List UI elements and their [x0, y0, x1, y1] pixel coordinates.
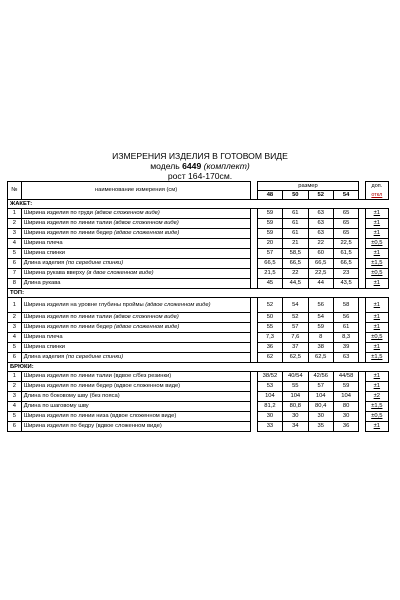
tolerance-value: ±1: [365, 229, 388, 239]
measurement-note: (вдвое сложенном виде): [113, 314, 179, 321]
row-number: 1: [8, 372, 22, 382]
measurement-name: [21, 402, 251, 412]
measurement-name: [21, 239, 251, 249]
row-number: 4: [8, 402, 22, 412]
size-value: 36: [333, 422, 358, 432]
size-value: 20: [257, 239, 282, 249]
size-value: 30: [333, 412, 358, 422]
size-value: 44,5: [283, 279, 308, 289]
size-value: 80,4: [308, 402, 333, 412]
row-number: 4: [8, 239, 22, 249]
size-value: 52: [283, 313, 308, 323]
tolerance-value: ±1: [365, 209, 388, 219]
tolerance-value: ±0,5: [365, 333, 388, 343]
size-value: 81,2: [257, 402, 282, 412]
measurement-name: [21, 343, 251, 353]
size-value: 104: [283, 392, 308, 402]
measurement-note: (вдвое сложенном виде): [113, 220, 179, 227]
section-title: ТОП:: [8, 289, 389, 298]
measurement-label: Длина изделия: [23, 354, 65, 361]
measurement-name: [21, 353, 251, 363]
row-number: 3: [8, 229, 22, 239]
row-number: 5: [8, 249, 22, 259]
size-value: 62: [257, 353, 282, 363]
tolerance-value: ±1,5: [365, 259, 388, 269]
measurement-label: Ширина изделия по линии талии: [23, 220, 112, 227]
size-value: 65: [333, 229, 358, 239]
header-dop: доп.: [365, 182, 388, 191]
size-value: 30: [308, 412, 333, 422]
measurement-name: [21, 412, 251, 422]
tolerance-value: ±2: [365, 392, 388, 402]
measurement-name: [21, 219, 251, 229]
tolerance-value: ±1: [365, 343, 388, 353]
measurement-name: [21, 279, 251, 289]
size-value: 62,5: [308, 353, 333, 363]
size-value: 36: [257, 343, 282, 353]
size-value: 23: [333, 269, 358, 279]
measurement-note: (по середине спинки): [65, 260, 124, 267]
table-row: [8, 239, 389, 249]
table-row: [8, 269, 389, 279]
tolerance-value: ±1: [365, 219, 388, 229]
size-value: 56: [333, 313, 358, 323]
row-number: 6: [8, 353, 22, 363]
tolerance-value: ±1: [365, 422, 388, 432]
measurement-label: Длина по шаговому шву: [23, 403, 89, 410]
size-value: 34: [283, 422, 308, 432]
table-row: [8, 392, 389, 402]
table-row: [8, 333, 389, 343]
measurement-name: [21, 259, 251, 269]
size-value: 22,5: [333, 239, 358, 249]
tolerance-value: ±0,5: [365, 269, 388, 279]
size-value: 52: [257, 298, 282, 313]
measurement-label: Ширина изделия по бедру (вдвое сложенном виде): [23, 423, 162, 430]
size-value: 30: [283, 412, 308, 422]
size-value: 57: [257, 249, 282, 259]
table-row: [8, 209, 389, 219]
tolerance-value: ±1: [365, 372, 388, 382]
header-number: №: [8, 182, 22, 200]
row-number: 8: [8, 279, 22, 289]
measurement-label: Ширина изделия по линии талии (вдвое с/без резинки): [23, 373, 172, 380]
size-value: 104: [308, 392, 333, 402]
measurement-label: Ширина спинки: [23, 250, 66, 257]
size-value: 7,3: [257, 333, 282, 343]
measurement-name: [21, 209, 251, 219]
row-number: 2: [8, 382, 22, 392]
size-value: 7,6: [283, 333, 308, 343]
measurement-name: [21, 382, 251, 392]
table-body: [8, 182, 389, 432]
size-value: 8: [308, 333, 333, 343]
tolerance-value: ±1,5: [365, 353, 388, 363]
measurement-label: Ширина плеча: [23, 240, 63, 247]
measurement-note: (вдвое сложенном виде): [145, 301, 211, 308]
measurement-label: Ширина изделия по линии бедер: [23, 324, 113, 331]
header-size: размер: [257, 182, 359, 191]
section-title: ЖАКЕТ:: [8, 200, 389, 209]
measurement-label: Ширина изделия на уровне глубины проймы: [23, 301, 144, 308]
size-value: 63: [308, 229, 333, 239]
header-size-54: 54: [333, 191, 358, 200]
tolerance-value: ±1: [365, 279, 388, 289]
size-value: 104: [257, 392, 282, 402]
row-number: 5: [8, 343, 22, 353]
measurement-name: [21, 372, 251, 382]
row-number: 2: [8, 313, 22, 323]
measurement-note: (вдвое сложенном виде): [114, 324, 180, 331]
table-row: [8, 323, 389, 333]
size-value: 66,5: [257, 259, 282, 269]
measurement-name: [21, 392, 251, 402]
size-value: 61: [283, 229, 308, 239]
size-value: 59: [308, 323, 333, 333]
section-header: [8, 200, 389, 209]
size-value: 44/58: [333, 372, 358, 382]
size-value: 63: [308, 219, 333, 229]
measurement-name: [21, 422, 251, 432]
size-value: 104: [333, 392, 358, 402]
table-row: [8, 402, 389, 412]
size-value: 66,5: [283, 259, 308, 269]
table-row: [8, 353, 389, 363]
measurement-label: Длина рукава: [23, 280, 61, 287]
size-value: 50: [257, 313, 282, 323]
table-row: [8, 229, 389, 239]
size-value: 58,5: [283, 249, 308, 259]
row-number: 3: [8, 323, 22, 333]
table-row: [8, 372, 389, 382]
size-value: 54: [308, 313, 333, 323]
size-value: 62,5: [283, 353, 308, 363]
size-value: 80: [333, 402, 358, 412]
measurement-label: Длина по боковому шву (без пояса): [23, 393, 120, 400]
size-value: 61: [333, 323, 358, 333]
header-size-48: 48: [257, 191, 282, 200]
table-row: [8, 422, 389, 432]
size-value: 43,5: [333, 279, 358, 289]
size-value: 59: [257, 229, 282, 239]
table-row: [8, 249, 389, 259]
size-value: 60: [308, 249, 333, 259]
row-number: 2: [8, 219, 22, 229]
document-title: ИЗМЕРЕНИЯ ИЗДЕЛИЯ В ГОТОВОМ ВИДЕ: [112, 151, 288, 161]
size-value: 63: [333, 353, 358, 363]
size-value: 54: [283, 298, 308, 313]
section-title: БРЮКИ:: [8, 363, 389, 372]
row-number: 6: [8, 259, 22, 269]
size-value: 21: [283, 239, 308, 249]
size-value: 57: [283, 323, 308, 333]
size-value: 55: [257, 323, 282, 333]
row-number: 4: [8, 333, 22, 343]
header-tolerance-label: откл: [371, 191, 383, 198]
size-value: 42/56: [308, 372, 333, 382]
size-value: 66,5: [333, 259, 358, 269]
tolerance-value: ±1: [365, 313, 388, 323]
table-row: [8, 219, 389, 229]
size-value: 33: [257, 422, 282, 432]
header-tolerance: [365, 191, 388, 200]
table-row: [8, 313, 389, 323]
size-value: 61: [283, 219, 308, 229]
measurement-name: [21, 269, 251, 279]
measurement-note: (вдвое сложенном виде): [94, 210, 160, 217]
table-row: [8, 279, 389, 289]
measurement-label: Ширина спинки: [23, 344, 66, 351]
size-value: 35: [308, 422, 333, 432]
size-value: 59: [333, 382, 358, 392]
tolerance-value: ±0,5: [365, 412, 388, 422]
tolerance-value: ±1: [365, 249, 388, 259]
table-row: [8, 259, 389, 269]
measurement-note: (вдвое сложенном виде): [114, 230, 180, 237]
size-value: 38/52: [257, 372, 282, 382]
header-name: наименование измерения (см): [21, 182, 251, 200]
size-value: 58: [333, 298, 358, 313]
measurement-label: Ширина рукава вверху: [23, 270, 85, 277]
measurement-name: [21, 249, 251, 259]
tolerance-value: ±1: [365, 323, 388, 333]
header-size-52: 52: [308, 191, 333, 200]
measurement-label: Длина изделия: [23, 260, 65, 267]
header-size-50: 50: [283, 191, 308, 200]
size-value: 53: [257, 382, 282, 392]
model-number: 6449: [182, 161, 202, 171]
model-line: [0, 161, 400, 171]
table-row: [8, 412, 389, 422]
measurement-label: Ширина изделия по линии талии: [23, 314, 112, 321]
size-value: 40/54: [283, 372, 308, 382]
model-suffix: (комплект): [203, 161, 250, 171]
size-value: 38: [308, 343, 333, 353]
table-row: [8, 382, 389, 392]
row-number: 3: [8, 392, 22, 402]
size-value: 63: [308, 209, 333, 219]
measurement-label: Ширина изделия по груди: [23, 210, 93, 217]
size-value: 45: [257, 279, 282, 289]
measurement-name: [21, 323, 251, 333]
measurement-note: (в двое сложенном виде): [86, 270, 154, 277]
tolerance-value: ±1: [365, 298, 388, 313]
row-number: 1: [8, 298, 22, 313]
measurement-table: [7, 181, 389, 432]
section-header: [8, 363, 389, 372]
document-header: [0, 151, 400, 181]
size-value: 61: [283, 209, 308, 219]
size-value: 44: [308, 279, 333, 289]
tolerance-value: ±1,5: [365, 402, 388, 412]
row-number: 6: [8, 422, 22, 432]
size-value: 55: [283, 382, 308, 392]
header-row-1: [8, 182, 389, 191]
size-value: 56: [308, 298, 333, 313]
size-value: 39: [333, 343, 358, 353]
measurement-label: Ширина изделия по линии бедер (вдвое сложенном виде): [23, 383, 181, 390]
size-value: 80,8: [283, 402, 308, 412]
model-prefix: модель: [150, 161, 180, 171]
measurement-label: Ширина изделия по линии бедер: [23, 230, 113, 237]
measurement-label: Ширина плеча: [23, 334, 63, 341]
size-value: 59: [257, 219, 282, 229]
size-value: 59: [257, 209, 282, 219]
size-value: 8,3: [333, 333, 358, 343]
size-value: 37: [283, 343, 308, 353]
size-value: 21,5: [257, 269, 282, 279]
tolerance-value: ±1: [365, 382, 388, 392]
measurement-note: (по середине спинки): [65, 354, 124, 361]
table-row: [8, 343, 389, 353]
table-row: [8, 298, 389, 313]
measurement-name: [21, 333, 251, 343]
measurement-name: [21, 229, 251, 239]
measurement-label: Ширина изделия по линии низа (вдвое сложенном виде): [23, 413, 177, 420]
row-number: 1: [8, 209, 22, 219]
measurement-name: [21, 313, 251, 323]
size-value: 22,5: [308, 269, 333, 279]
size-value: 65: [333, 209, 358, 219]
size-value: 22: [283, 269, 308, 279]
row-number: 5: [8, 412, 22, 422]
size-value: 66,5: [308, 259, 333, 269]
size-value: 61,5: [333, 249, 358, 259]
size-value: 65: [333, 219, 358, 229]
tolerance-value: ±0,5: [365, 239, 388, 249]
section-header: [8, 289, 389, 298]
size-value: 22: [308, 239, 333, 249]
size-value: 57: [308, 382, 333, 392]
height-line: рост 164-170см.: [167, 171, 233, 181]
size-value: 30: [257, 412, 282, 422]
measurement-name: [21, 298, 251, 313]
row-number: 7: [8, 269, 22, 279]
